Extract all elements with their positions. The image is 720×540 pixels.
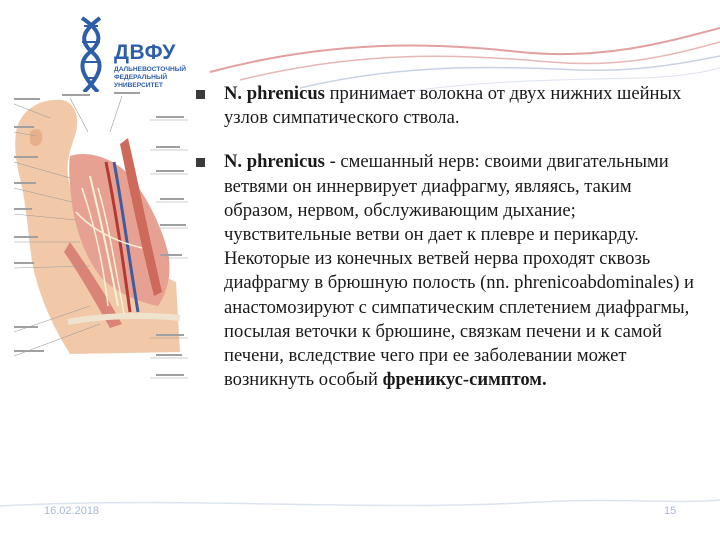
- square-bullet-icon: [196, 90, 205, 99]
- logo-subtitle-line: ФЕДЕРАЛЬНЫЙ: [114, 74, 168, 81]
- emphasis-term: френикус-симптом: [382, 369, 542, 391]
- footer-decoration: [0, 492, 720, 514]
- bullet-text: принимает волокна от двух нижних шейных узлов симпатического ствола.: [224, 83, 682, 129]
- anatomy-drawing: [10, 92, 188, 390]
- square-bullet-icon: [196, 158, 205, 167]
- university-logo: [70, 16, 200, 96]
- bullet-item: [194, 82, 694, 130]
- logo-subtitle: [114, 66, 204, 90]
- bullet-item: [194, 150, 694, 392]
- term: N. phrenicus: [224, 83, 325, 104]
- logo-name: ДВФУ: [114, 41, 176, 64]
- bullet-end: .: [541, 369, 547, 391]
- content-text: [194, 82, 694, 392]
- logo-subtitle-line: УНИВЕРСИТЕТ: [114, 82, 163, 89]
- bullet-text: - смешанный нерв: своими двигательными ветвями он иннервирует диафрагму, являясь, таким образом, нервом, обслуживающим дыхание; чувствительные ветви он дает к плевре и перикарду. Некоторые из конечных ветвей нерва проходят сквозь диафрагму в брюшную полость (nn. phrenicoabdominales) и анастомозируют с симпатическим сплетением диафрагмы, посылая веточки к брюшине, связкам печени и к самой печени, вследствие чего при ее заболевании может возникнуть особый: [224, 151, 694, 391]
- term: N. phrenicus: [224, 151, 325, 173]
- footer-date: 16.02.2018: [44, 505, 100, 517]
- page-number: 15: [664, 505, 677, 517]
- neck-anatomy-illustration: [10, 92, 188, 390]
- logo-subtitle-line: ДАЛЬНЕВОСТОЧНЫЙ: [114, 66, 186, 73]
- dna-helix-icon: [70, 16, 114, 94]
